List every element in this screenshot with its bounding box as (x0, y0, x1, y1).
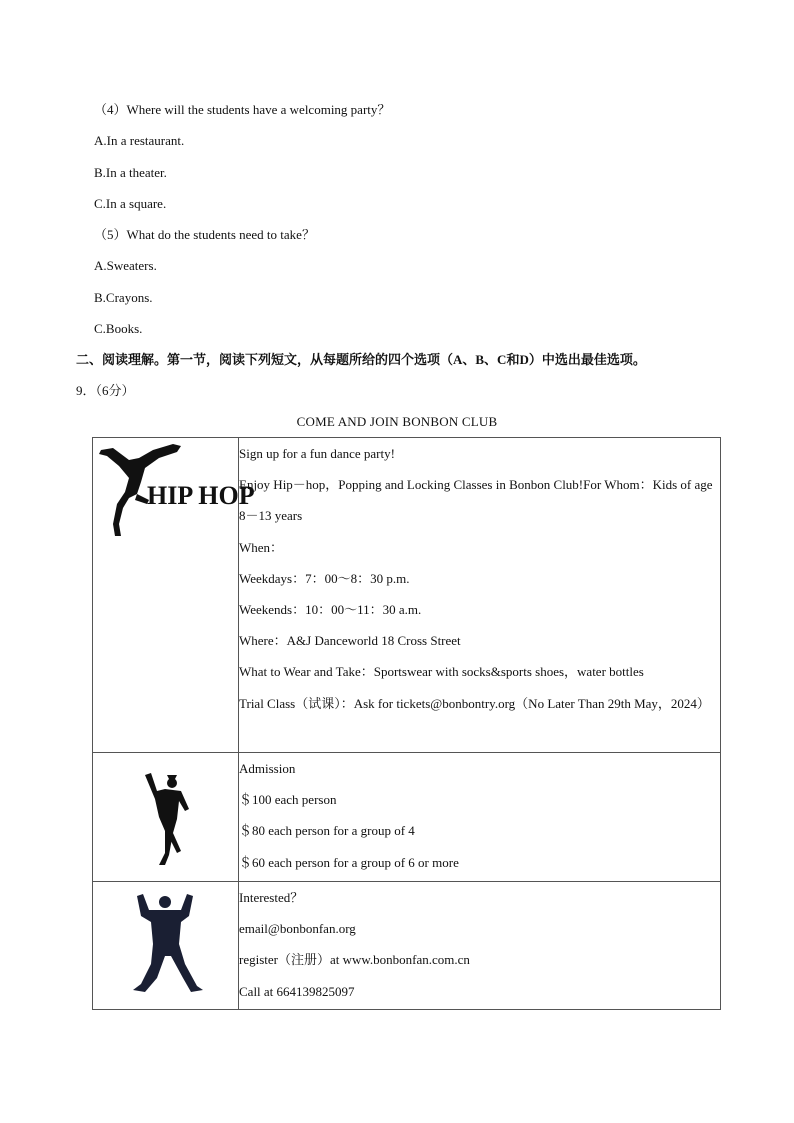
question-5-prompt: （5）What do the students need to take？ (94, 227, 315, 242)
dancer-flex-icon (93, 882, 236, 1007)
contact-phone: Call at 664139825097 (239, 983, 355, 999)
info-line-when: When： (239, 539, 284, 555)
contact-register-link[interactable]: register（注册）at www.bonbonfan.com.cn (239, 952, 470, 968)
question-4-option-c[interactable]: C.In a square. (94, 196, 167, 211)
info-line-trial: Trial Class（试课）：Ask for tickets@bonbontry.org（No Later Than 29th May，2024） (239, 695, 710, 711)
table-row (93, 438, 721, 753)
admission-cell (239, 753, 721, 882)
question-5-option-a[interactable]: A.Sweaters. (94, 258, 157, 273)
question-5-option-c[interactable]: C.Books. (94, 321, 143, 336)
admission-price-group-4: ＄80 each person for a group of 4 (239, 823, 415, 839)
info-line-signup: Sign up for a fun dance party! (239, 446, 395, 461)
dancer-image-cell (93, 753, 239, 882)
admission-heading: Admission (239, 761, 296, 776)
hiphop-dancer-icon (93, 438, 255, 548)
question-number: 9．（6分） (76, 383, 135, 398)
admission-price-single: ＄100 each person (239, 792, 337, 808)
flex-dancer-image-cell (93, 882, 239, 1010)
info-line-weekends: Weekends：10：00～11：30 a.m. (239, 602, 422, 618)
dancer-kick-icon (93, 753, 236, 879)
info-cell (239, 438, 721, 753)
info-line-weekdays: Weekdays：7：00～8：30 p.m. (239, 570, 410, 586)
contact-heading: Interested？ (239, 890, 304, 905)
section-heading: 二、阅读理解。第一节，阅读下列短文，从每题所给的四个选项（A、B、C和D）中选出最佳选项。 (76, 352, 646, 367)
hiphop-logo-text: HIP HOP (147, 481, 255, 510)
question-5-option-b[interactable]: B.Crayons. (94, 290, 153, 305)
info-line-where: Where：A&J Danceworld 18 Cross Street (239, 633, 461, 649)
info-line-wear: What to Wear and Take：Sportswear with socks&sports shoes，water bottles (239, 664, 644, 680)
question-4-option-a[interactable]: A.In a restaurant. (94, 133, 185, 148)
club-info-table (92, 437, 721, 1010)
question-4-option-b[interactable]: B.In a theater. (94, 165, 167, 180)
hiphop-image-cell (93, 438, 255, 753)
table-title: COME AND JOIN BONBON CLUB (296, 414, 498, 429)
question-4-prompt: （4）Where will the students have a welcoming party？ (94, 102, 391, 117)
contact-cell (239, 882, 721, 1010)
table-row (93, 753, 721, 882)
contact-email-link[interactable]: email@bonbonfan.org (239, 921, 356, 937)
info-line-classes: Enjoy Hip－hop，Popping and Locking Classes in Bonbon Club!For Whom：Kids of age 8－13 years (239, 477, 713, 524)
admission-price-group-6: ＄60 each person for a group of 6 or more (239, 854, 459, 870)
table-row (93, 882, 721, 1010)
